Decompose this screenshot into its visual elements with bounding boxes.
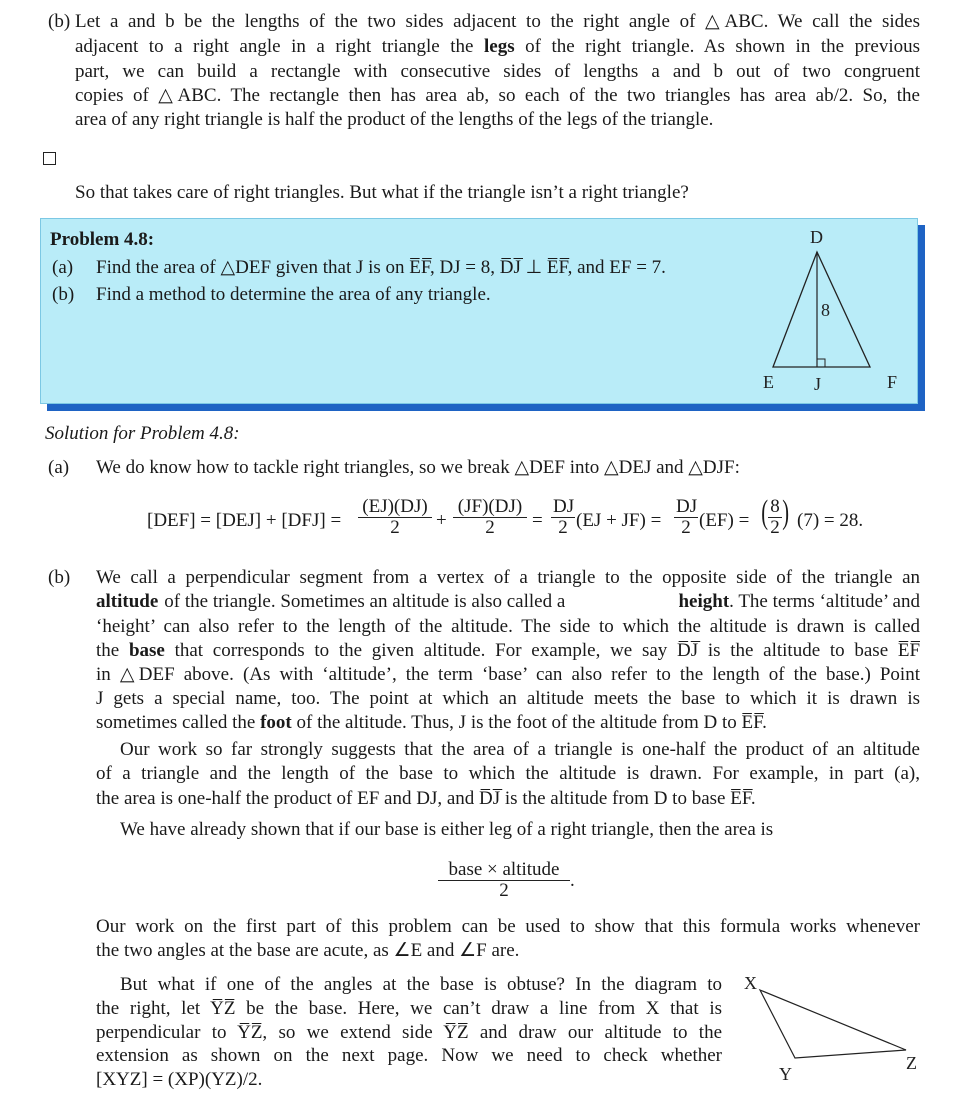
label-j: J [814, 374, 822, 394]
paren-right: ) [782, 494, 790, 531]
text-line: the area is one-half the product of EF and DJ, and D̅J̅ is the altitude from D to base E̅F̅. [96, 788, 756, 809]
transition-text: So that takes care of right triangles. But what if the triangle isn’t a right triangle? [75, 182, 689, 203]
text: that corresponds to the given altitude. For example, we say D̅J̅ is the altitude to base E̅F̅ [174, 640, 920, 661]
problem-b-label: (b) [52, 284, 75, 305]
label-z: Z [906, 1053, 917, 1073]
frac-den: 2 [485, 517, 495, 538]
problem-a-label: (a) [52, 257, 74, 278]
text-line: [XYZ] = (XP)(YZ)/2. [96, 1069, 263, 1090]
text-line: part, we can build a rectangle with consecutive sides of lengths a and b out of two congruent [75, 61, 920, 82]
text-line: extension as shown on the next page. Now we need to check whether [96, 1045, 722, 1066]
frac-num: DJ [553, 496, 575, 517]
eq-text: (EJ + JF) = [576, 510, 662, 531]
text-line: in △DEF above. (As with ‘altitude’, the term ‘base’ can also refer to the length of the base.) Point [96, 664, 920, 685]
text: of the triangle. Sometimes an altitude is also called a [164, 591, 566, 612]
problem-a-text: Find the area of △DEF given that J is on E̅F̅, DJ = 8, D̅J̅ ⊥ E̅F̅, and EF = 7. [96, 257, 666, 278]
term-altitude: altitude [96, 591, 159, 612]
frac-num: (EJ)(DJ) [358, 497, 432, 518]
formula-denominator: 2 [499, 880, 509, 901]
text-line: But what if one of the angles at the base is obtuse? In the diagram to [120, 974, 722, 995]
text: of the right triangle. As shown in the previous [525, 36, 920, 57]
text-line: of a triangle and the length of the base to which the altitude is drawn. For example, in part (a), [96, 763, 920, 784]
frac-den: 2 [390, 517, 400, 538]
eq-plus: + [436, 510, 447, 531]
problem-b-text: Find a method to determine the area of any triangle. [96, 284, 491, 305]
solution-b-label: (b) [48, 567, 71, 588]
frac-den: 2 [558, 517, 568, 538]
text-line: We have already shown that if our base is either leg of a right triangle, then the area is [120, 819, 774, 840]
term-legs: legs [483, 36, 515, 57]
solution-a-label: (a) [48, 457, 70, 478]
frac-den: 2 [681, 517, 691, 538]
frac-num: DJ [676, 496, 698, 517]
text-line: copies of △ABC. The rectangle then has area ab, so each of the two triangles has area ab/2. So, the [75, 85, 920, 106]
text-line: perpendicular to Y̅Z̅, so we extend side Y̅Z̅ and draw our altitude to the [96, 1022, 722, 1043]
text-line: J gets a special name, too. The point at which an altitude meets the base to which it is drawn is [96, 688, 920, 709]
label-e: E [763, 372, 774, 392]
label-x: X [744, 973, 757, 993]
text-line: Let a and b be the lengths of the two sides adjacent to the right angle of △ABC. We call the sides [75, 11, 920, 32]
formula-numerator: base × altitude [438, 860, 570, 881]
triangle-xyz [760, 990, 906, 1058]
text: of the altitude. Thus, J is the foot of the altitude from D to E̅F̅. [296, 712, 767, 733]
text: sometimes called the [96, 712, 256, 733]
text: . The terms ‘altitude’ and [729, 591, 920, 612]
eq-lhs: [DEF] = [DEJ] + [DFJ] = [147, 510, 342, 531]
frac-den: 2 [770, 517, 780, 538]
text-line: area of any right triangle is half the product of the lengths of the legs of the triangle. [75, 109, 714, 130]
text: the [96, 640, 120, 661]
problem-title: Problem 4.8: [50, 229, 155, 250]
eq-text: (7) = 28. [797, 510, 864, 531]
label-y: Y [779, 1064, 792, 1084]
text-line: Our work on the first part of this problem can be used to show that this formula works whenever [96, 916, 920, 937]
term-foot: foot [260, 712, 292, 733]
text-line: We call a perpendicular segment from a vertex of a triangle to the opposite side of the triangle an [96, 567, 920, 588]
label-8: 8 [821, 300, 830, 320]
solution-a-text: We do know how to tackle right triangles, so we break △DEF into △DEJ and △DJF: [96, 457, 740, 478]
frac-num: 8 [768, 497, 782, 518]
term-base: base [128, 640, 165, 661]
text-line: ‘height’ can also refer to the length of the altitude. The side to which the altitude is drawn is called [96, 616, 920, 637]
frac-num: (JF)(DJ) [453, 497, 527, 518]
text: adjacent to a right angle in a right triangle the [75, 36, 474, 57]
part-b-label: (b) [48, 11, 71, 32]
formula-period: . [570, 870, 575, 891]
text-line: Our work so far strongly suggests that the area of a triangle is one-half the product of an altitude [120, 739, 920, 760]
text-line: the right, let Y̅Z̅ be the base. Here, we can’t draw a line from X that is [96, 998, 722, 1019]
label-f: F [887, 372, 898, 392]
eq-equals: = [532, 510, 543, 531]
term-height: height [678, 591, 730, 612]
text-line: the two angles at the base are acute, as ∠E and ∠F are. [96, 940, 520, 961]
solution-heading: Solution for Problem 4.8: [45, 423, 240, 444]
label-d: D [810, 227, 823, 247]
eq-text: (EF) = [699, 510, 750, 531]
paren-left: ( [761, 494, 769, 531]
